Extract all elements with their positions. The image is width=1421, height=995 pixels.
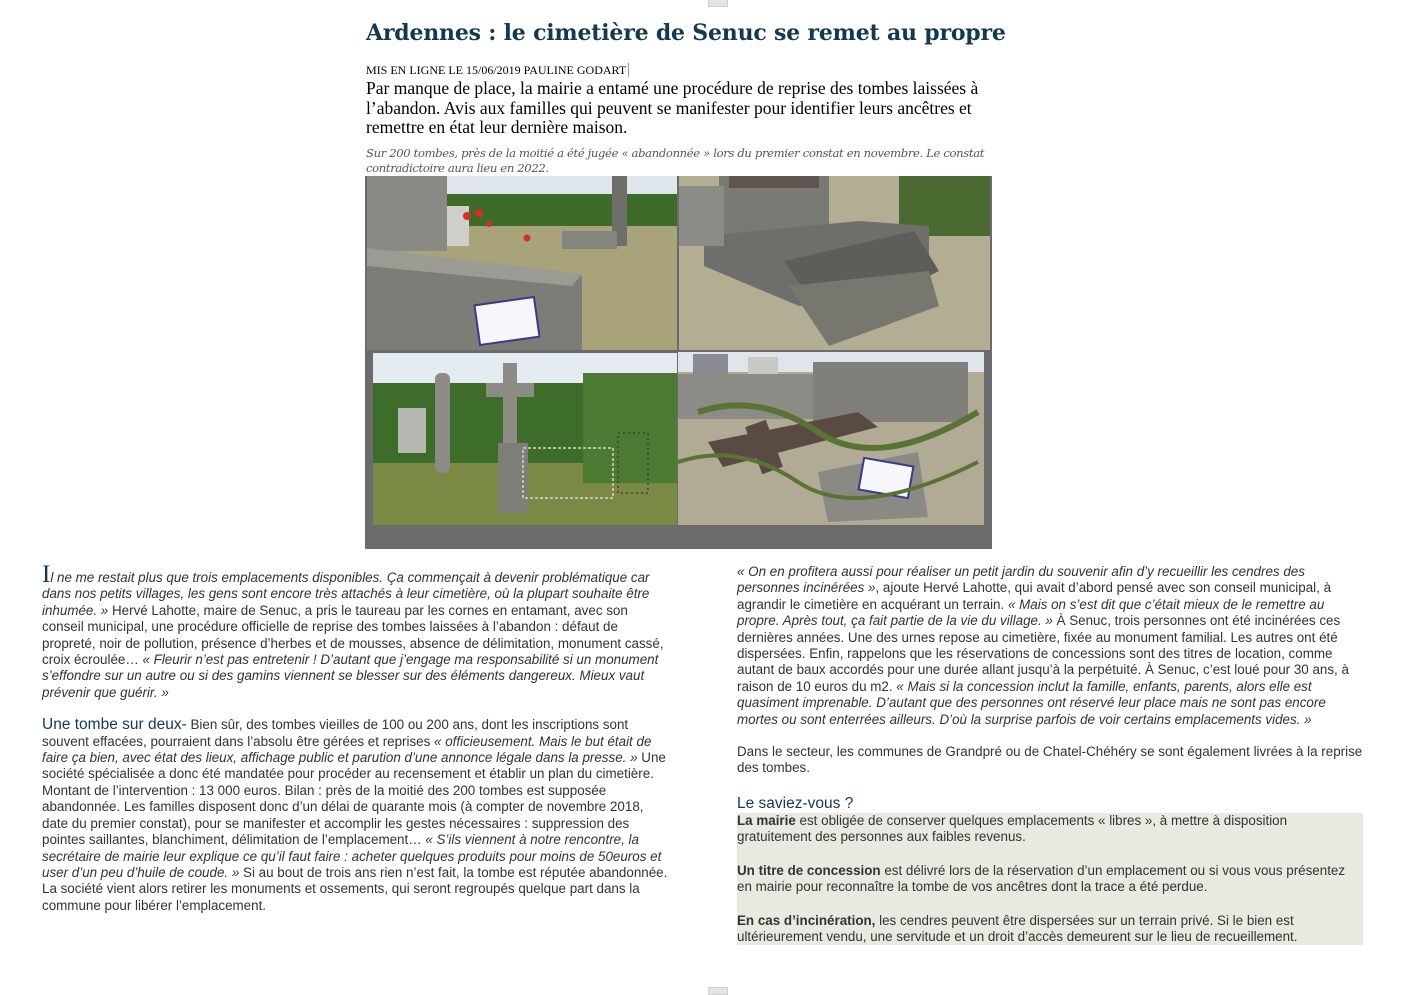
quote: « Fleurir n’est pas entretenir ! D’autant que j’engage ma responsabilité si un monument s’effondre sur un autre ou si des gamins viennent se blesser sur des éléments dangereux. Mieux vaut prévenir que guérir. » bbox=[42, 652, 659, 700]
spacer bbox=[42, 701, 670, 717]
author-name: PAULINE GODART bbox=[524, 63, 630, 77]
spacer bbox=[737, 896, 1363, 913]
publish-date: MIS EN LIGNE LE 15/06/2019 bbox=[366, 63, 521, 77]
article-header bbox=[366, 20, 1006, 176]
byline bbox=[366, 63, 996, 78]
fact-label: La mairie bbox=[737, 812, 796, 828]
photo-collage bbox=[365, 176, 992, 549]
drop-cap: I bbox=[42, 561, 51, 588]
text: À Senuc, trois personnes ont été incinérées ces dernières années. Une des urnes repose au cimetière, fixée au monument familial. Les autres ont été dispersées. Enfin, rappelons que les réservations de concessions sont des titres de location, comme autant de baux accordés pour une durée allant jusqu’à la perpétuité. À Senuc, c’est loué pour 30 ans, à raison de 10 euros du m2. bbox=[737, 613, 1349, 694]
subheading: Une tombe sur deux- bbox=[42, 716, 187, 734]
spacer bbox=[737, 846, 1363, 863]
photo-fallen-cross-overgrown bbox=[678, 352, 984, 525]
article-body-left bbox=[42, 561, 670, 914]
fact-label: En cas d’incinération, bbox=[737, 912, 876, 928]
paragraph-intro bbox=[42, 561, 670, 701]
text: Hervé Lahotte, maire de Senuc, a pris le taureau par les cornes en entamant, avec son conseil municipal, une procédure officielle de reprise des tombes laissées à l’abandon : défaut de propreté, noir de pollution, présence d’herbes et de mousses, absence de délimitation, monument cassé, croix écroulée… bbox=[42, 602, 664, 668]
quote: « Mais si la concession inclut la famille, enfants, parents, alors elle est quasiment imprenable. D’autant que des personnes ont réservé leur place mais ne sont pas encore mortes ou sont enterrées ailleurs. D’où la surprise parfois de voir certains emplacements vides. » bbox=[737, 678, 1326, 727]
saviez-vous-heading: Le saviez-vous ? bbox=[737, 794, 854, 812]
text: Bien sûr, des tombes vieilles de 100 ou 200 ans, dont les inscriptions sont souvent effacées, pourraient dans l’absolu être gérées et reprises bbox=[42, 717, 629, 749]
text: Une société spécialisée a donc été mandatée pour procéder au recensement et établir un plan du cimetière. Montant de l’intervention : 13 000 euros. Bilan : près de la moitié des 200 tombes est supposée abandonnée. Les familles disposent donc d’un délai de quarante mois (à compter de novembre 2018, date du premier constat), pour se manifester et accomplir les gestes nécessaires : suppression des pointes saillantes, blanchiment, délimitation de l’emplacement… bbox=[42, 750, 666, 848]
paragraph-jardin bbox=[737, 564, 1365, 728]
fact-label: Un titre de concession bbox=[737, 862, 881, 878]
fact-item bbox=[737, 913, 1363, 946]
quote: l ne me restait plus que trois emplacements disponibles. Ça commençait à devenir problématique car dans nos petits villages, les gens sont encore très attachés à leur cimetière, où la plupart souhaite être inhumée. » bbox=[42, 570, 650, 618]
article-title: Ardennes : le cimetière de Senuc se remet au propre bbox=[366, 20, 1006, 46]
paragraph-une-tombe bbox=[42, 717, 670, 914]
article-lede: Par manque de place, la mairie a entamé une procédure de reprise des tombes laissées à l’abandon. Avis aux familles qui peuvent se manifester pour identifier leurs ancêtres et remettre en état leur dernière maison. bbox=[366, 78, 979, 137]
saviez-vous-box bbox=[737, 813, 1363, 945]
quote: « On en profitera aussi pour réaliser un petit jardin du souvenir afin d’y recueillir les cendres des personnes incinérées » bbox=[737, 564, 1305, 596]
quote: « Mais on s’est dit que c’était mieux de le remettre au propre. Après tout, ça fait partie de la vie du village. » bbox=[737, 596, 1325, 629]
fact-text: est obligée de conserver quelques emplacements « libres », à mettre à disposition gratuitement des personnes aux faibles revenus. bbox=[737, 812, 1288, 845]
paragraph-secteur: Dans le secteur, les communes de Grandpré ou de Chatel-Chéhéry se sont également livrées à la reprise des tombes. bbox=[737, 744, 1363, 776]
fact-text: est délivré lors de la réservation d’un emplacement ou si vous vous présentez en mairie pour reconnaître la tombe de vos ancêtres dont la trace a été perdue. bbox=[737, 862, 1346, 895]
photo-moss-covered-tomb bbox=[679, 176, 990, 350]
fact-item bbox=[737, 863, 1363, 896]
photo-tomb-with-notice-sign bbox=[367, 176, 677, 350]
quote: « S’ils viennent à notre rencontre, la secrétaire de mairie leur explique ce qu’il faut faire : acheter quelques produits pour moins de 50euros et user d’un peu d’huile de coude. » bbox=[42, 832, 662, 880]
text: Si au bout de trois ans rien n’est fait, la tombe est réputée abandonnée. La société vient alors retirer les monuments et ossements, qui seront regroupés quelque part dans la commune pour libérer l’emplacement. bbox=[42, 864, 668, 913]
photo-leaning-cross-and-fence bbox=[373, 353, 677, 525]
quote: « officieusement. Mais le but était de faire ça bien, avec état des lieux, affichage public et parution d’une annonce légale dans la presse. » bbox=[42, 733, 652, 766]
article-body-right bbox=[737, 564, 1365, 945]
page-break-marker-top bbox=[708, 0, 728, 7]
fact-text: les cendres peuvent être dispersées sur un terrain privé. Si le bien est ultérieurement vendu, une servitude et un droit d’accès demeurent sur le lieu de recueillement. bbox=[737, 912, 1298, 944]
fact-item bbox=[737, 813, 1363, 846]
page-break-marker-bottom bbox=[708, 987, 728, 995]
photo-caption: Sur 200 tombes, près de la moitié a été jugée « abandonnée » lors du premier constat en novembre. Le constat contradictoire aura lieu en 2022. bbox=[366, 145, 985, 175]
spacer bbox=[737, 728, 1365, 744]
text: , ajoute Hervé Lahotte, qui avait d’abord pensé avec son conseil municipal, à agrandir le cimetière en acquérant un terrain. bbox=[737, 580, 1332, 612]
